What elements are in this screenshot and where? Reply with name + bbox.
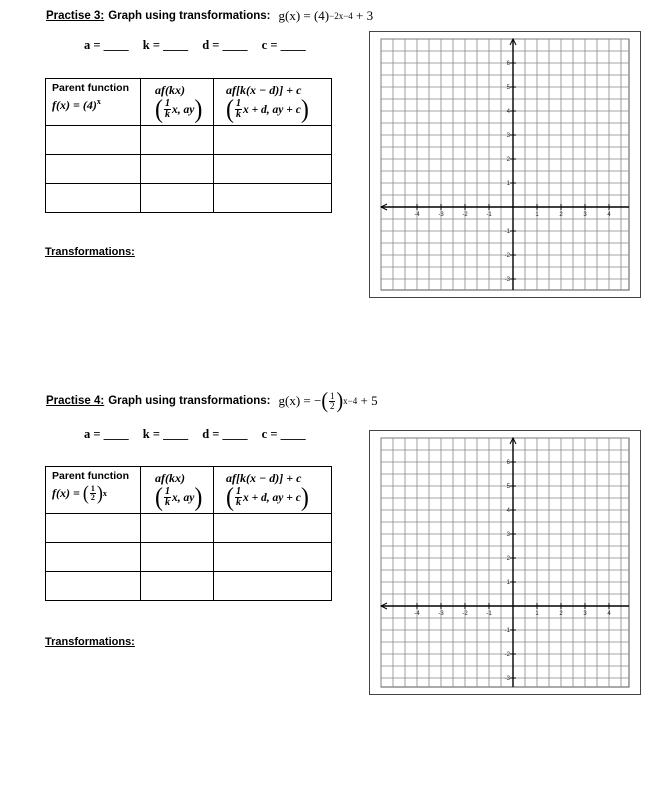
frac-den: k bbox=[165, 109, 170, 120]
parent-base-den: 2 bbox=[90, 492, 95, 502]
parent-func: f(x) = (4) bbox=[52, 98, 97, 112]
col3-head: af[k(x − d)] + c bbox=[226, 471, 302, 485]
table-cell[interactable] bbox=[214, 514, 332, 543]
x-tick-label: 3 bbox=[583, 611, 587, 617]
x-tick-label: 1 bbox=[535, 611, 539, 617]
practise-3-table bbox=[45, 78, 332, 213]
param-a[interactable]: a = ____ bbox=[84, 38, 129, 52]
parent-function-header: Parent function f(x) = ( $\frac{1}{2}$ ) x bbox=[46, 467, 141, 514]
x-tick-label: -3 bbox=[438, 212, 444, 218]
col1-head: Parent function bbox=[52, 470, 130, 482]
frac-den: k bbox=[236, 109, 241, 120]
practise-4-parameters bbox=[84, 427, 317, 442]
eq-exponent: x−4 bbox=[343, 396, 358, 406]
table-cell[interactable] bbox=[214, 572, 332, 601]
table-cell[interactable] bbox=[141, 184, 214, 213]
table-cell[interactable] bbox=[46, 155, 141, 184]
practise-4-instruction: Graph using transformations: bbox=[108, 395, 271, 407]
param-d[interactable]: d = ____ bbox=[202, 38, 248, 52]
param-k[interactable]: k = ____ bbox=[142, 38, 189, 52]
frac-num: 1 bbox=[165, 486, 170, 497]
practise-3-equation bbox=[278, 8, 373, 24]
frac-den: k bbox=[165, 497, 170, 508]
eq-lhs: g(x) = − bbox=[278, 393, 322, 408]
x-tick-label: -3 bbox=[438, 611, 444, 617]
frac-num: 1 bbox=[165, 98, 170, 109]
y-tick-label: 3 bbox=[506, 532, 510, 538]
table-cell[interactable] bbox=[141, 572, 214, 601]
practise-3-parameters bbox=[84, 38, 317, 53]
practise-3-label: Practise 3: bbox=[46, 10, 105, 22]
x-tick-label: -4 bbox=[414, 212, 420, 218]
frac-den: k bbox=[236, 497, 241, 508]
table-cell[interactable] bbox=[141, 126, 214, 155]
parent-exp: x bbox=[96, 97, 101, 106]
y-tick-label: 6 bbox=[506, 61, 510, 67]
translate-header: af[k(x − d)] + c ( $\frac{1}{k}$ x + d, ay + c ) bbox=[214, 79, 332, 126]
practise-4-table bbox=[45, 466, 332, 601]
practise-3-grid[interactable] bbox=[369, 31, 641, 298]
table-cell[interactable] bbox=[214, 155, 332, 184]
x-tick-label: -1 bbox=[486, 212, 492, 218]
practise-3-instruction: Graph using transformations: bbox=[108, 10, 271, 22]
y-tick-label: 3 bbox=[506, 133, 510, 139]
practise-4-equation: g(x) = − ( $\frac{1}{2}$ ) x−4 + 5 bbox=[278, 388, 378, 414]
param-d[interactable]: d = ____ bbox=[202, 427, 248, 441]
parent-base-num: 1 bbox=[90, 483, 95, 493]
col3-head: af[k(x − d)] + c bbox=[226, 83, 302, 97]
y-tick-label: 4 bbox=[506, 109, 510, 115]
x-tick-label: 2 bbox=[559, 611, 563, 617]
x-tick-label: -2 bbox=[462, 611, 468, 617]
x-tick-label: 4 bbox=[607, 212, 611, 218]
parent-exp: x bbox=[102, 488, 107, 498]
x-tick-label: -2 bbox=[462, 212, 468, 218]
x-tick-label: -4 bbox=[414, 611, 420, 617]
table-cell[interactable] bbox=[141, 155, 214, 184]
eq-exponent: −2x−4 bbox=[329, 11, 353, 21]
col3-point: x + d, ay + c bbox=[243, 103, 301, 116]
frac-num: 1 bbox=[236, 98, 241, 109]
param-c[interactable]: c = ____ bbox=[261, 38, 306, 52]
col2-point: x, ay bbox=[172, 491, 195, 504]
table-cell[interactable] bbox=[46, 572, 141, 601]
y-tick-label: -3 bbox=[504, 277, 510, 283]
col3-point: x + d, ay + c bbox=[243, 491, 301, 504]
x-tick-label: 3 bbox=[583, 212, 587, 218]
param-c[interactable]: c = ____ bbox=[261, 427, 306, 441]
y-tick-label: 4 bbox=[506, 508, 510, 514]
y-tick-label: -2 bbox=[504, 253, 510, 259]
y-tick-label: -1 bbox=[504, 628, 510, 634]
y-tick-label: -2 bbox=[504, 652, 510, 658]
y-tick-label: -1 bbox=[504, 229, 510, 235]
y-tick-label: 2 bbox=[506, 157, 510, 163]
parent-function-header bbox=[46, 79, 141, 126]
table-cell[interactable] bbox=[214, 184, 332, 213]
table-cell[interactable] bbox=[46, 184, 141, 213]
table-cell[interactable] bbox=[46, 543, 141, 572]
y-tick-label: 2 bbox=[506, 556, 510, 562]
parent-func: f(x) = bbox=[52, 485, 80, 500]
eq-lhs: g(x) = (4) bbox=[278, 8, 330, 23]
stretch-header: af(kx) ( $\frac{1}{k}$ x, ay ) bbox=[141, 467, 214, 514]
eq-rhs: + 5 bbox=[360, 393, 378, 408]
stretch-header: af(kx) ( $\frac{1}{k}$ x, ay ) bbox=[141, 79, 214, 126]
practise-3-transformations-label: Transformations: bbox=[45, 246, 135, 258]
x-tick-label: 4 bbox=[607, 611, 611, 617]
translate-header: af[k(x − d)] + c ( $\frac{1}{k}$ x + d, ay + c ) bbox=[214, 467, 332, 514]
x-tick-label: 2 bbox=[559, 212, 563, 218]
x-tick-label: -1 bbox=[486, 611, 492, 617]
practise-4-grid[interactable] bbox=[369, 430, 641, 695]
col2-head: af(kx) bbox=[155, 471, 185, 485]
table-cell[interactable] bbox=[214, 543, 332, 572]
table-cell[interactable] bbox=[46, 126, 141, 155]
col2-head: af(kx) bbox=[155, 83, 185, 97]
param-k[interactable]: k = ____ bbox=[142, 427, 189, 441]
table-cell[interactable] bbox=[141, 514, 214, 543]
col1-head: Parent function bbox=[52, 82, 130, 94]
y-tick-label: 5 bbox=[506, 484, 510, 490]
y-tick-label: 1 bbox=[506, 580, 510, 586]
practise-4-transformations-label: Transformations: bbox=[45, 636, 135, 648]
x-tick-label: 1 bbox=[535, 212, 539, 218]
y-tick-label: -3 bbox=[504, 676, 510, 682]
table-cell[interactable] bbox=[46, 514, 141, 543]
y-tick-label: 6 bbox=[506, 460, 510, 466]
y-tick-label: 1 bbox=[506, 181, 510, 187]
practise-4-title bbox=[46, 388, 378, 414]
practise-3-title bbox=[46, 8, 373, 24]
eq-base-den: 2 bbox=[329, 400, 335, 411]
table-cell[interactable] bbox=[214, 126, 332, 155]
y-tick-label: 5 bbox=[506, 85, 510, 91]
table-cell[interactable] bbox=[141, 543, 214, 572]
practise-4-label: Practise 4: bbox=[46, 395, 105, 407]
eq-base-num: 1 bbox=[329, 390, 335, 401]
eq-rhs: + 3 bbox=[356, 8, 374, 23]
param-a[interactable]: a = ____ bbox=[84, 427, 129, 441]
frac-num: 1 bbox=[236, 486, 241, 497]
col2-point: x, ay bbox=[172, 103, 195, 116]
